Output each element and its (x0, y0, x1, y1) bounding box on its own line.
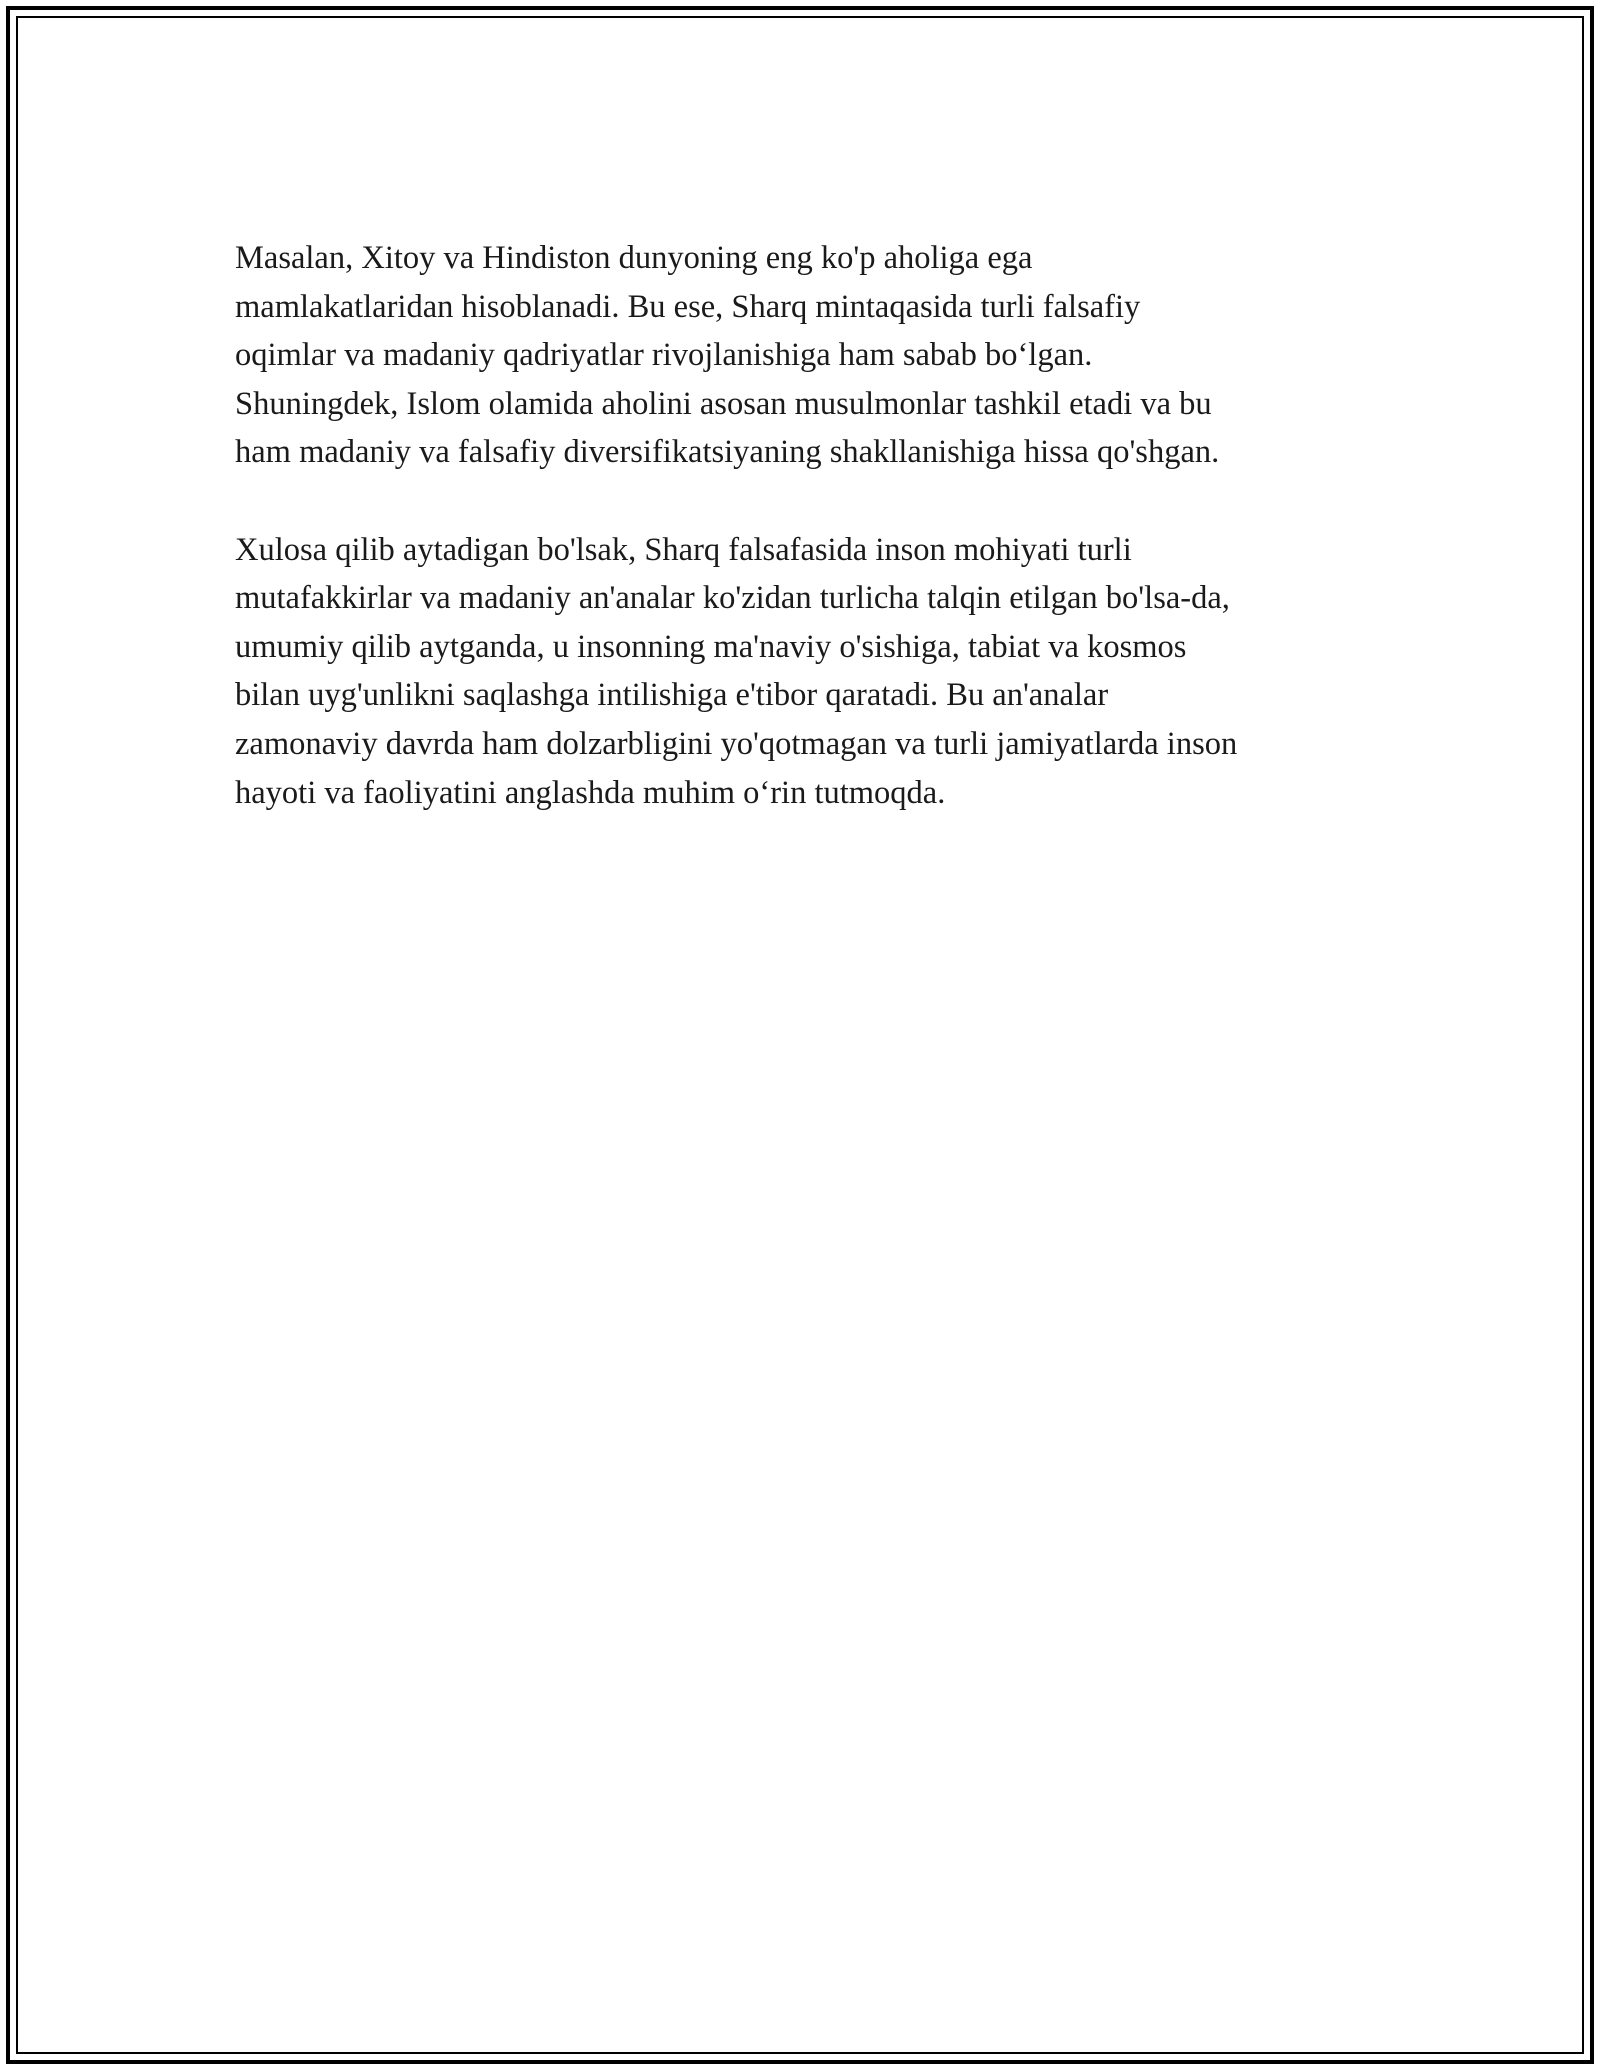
paragraph-population: Masalan, Xitoy va Hindiston dunyoning eng ko'p aholiga ega mamlakatlaridan hisoblanadi. Bu ese, Sharq mintaqasida turli falsafiy oqimlar va madaniy qadriyatlar rivojlanishiga ham sabab bo‘lgan. Shuningdek, Islom olamida aholini asosan musulmonlar tashkil etadi va bu ham madaniy va falsafiy diversifikatsiyaning shakllanishiga hissa qo'shgan. (235, 240, 1220, 471)
document-body (235, 234, 1395, 817)
paragraph-conclusion: Xulosa qilib aytadigan bo'lsak, Sharq falsafasida inson mohiyati turli mutafakkirlar va madaniy an'analar ko'zidan turlicha talqin etilgan bo'lsa-da, umumiy qilib aytganda, u insonning ma'naviy o'sishiga, tabiat va kosmos bilan uyg'unlikni saqlashga intilishiga e'tibor qaratadi. Bu an'analar zamonaviy davrda ham dolzarbligini yo'qotmagan va turli jamiyatlarda inson hayoti va faoliyatini anglashda muhim o‘rin tutmoqda. (235, 531, 1238, 811)
